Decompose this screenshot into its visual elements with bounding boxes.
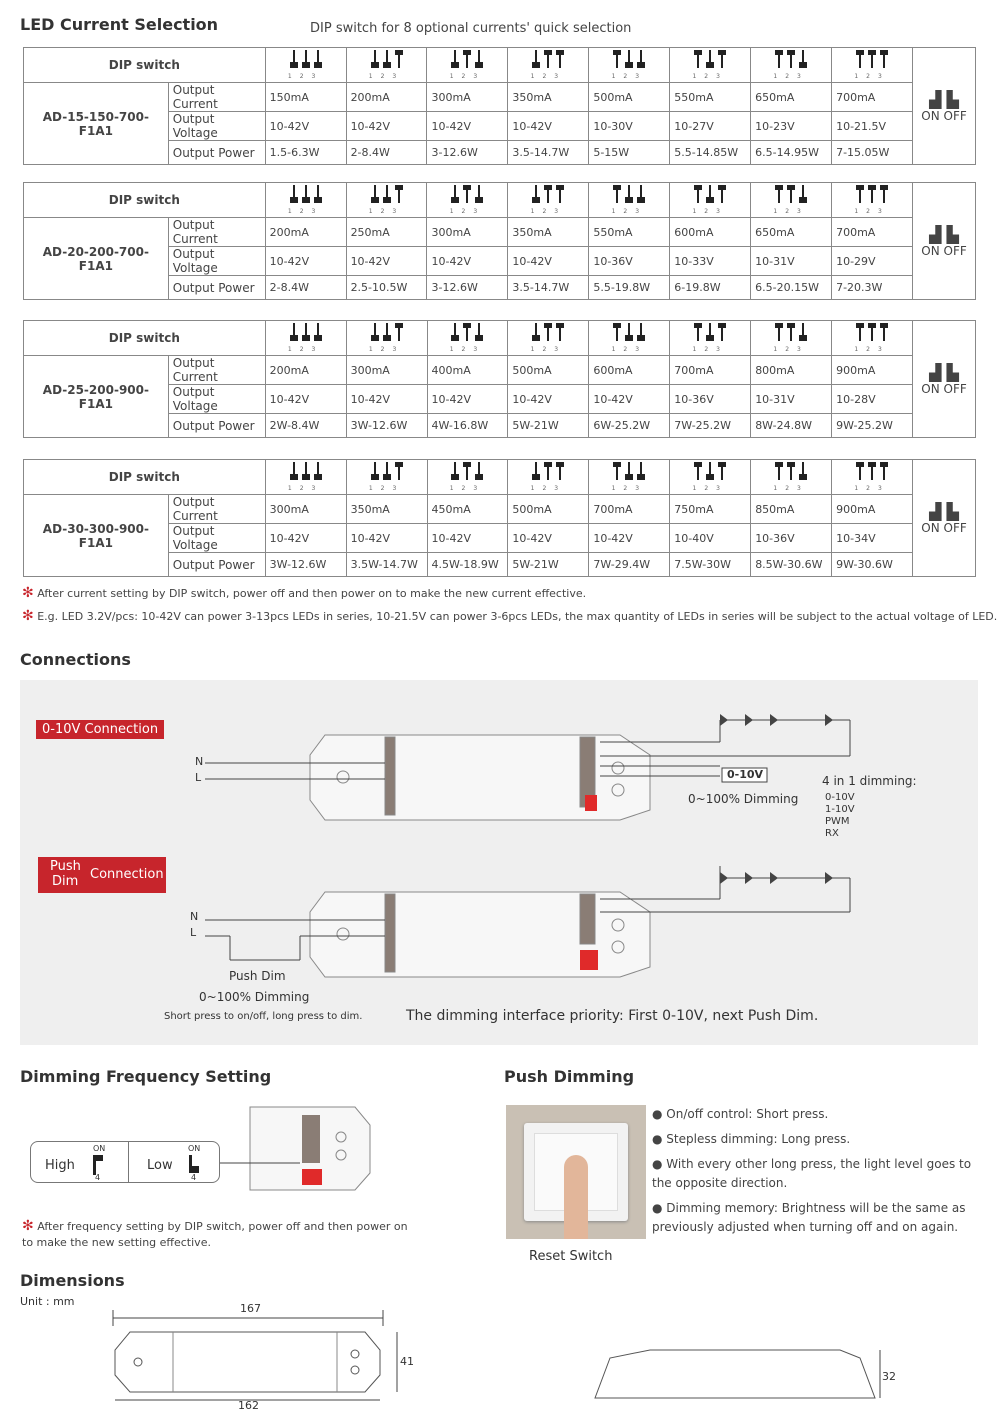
table-cell: 10-42V [427, 524, 508, 553]
table-cell: 2-8.4W [265, 276, 346, 300]
dip-switch-icon: 123 [751, 48, 832, 83]
row-label: Output Power [168, 553, 265, 577]
l-label-top: L [195, 771, 202, 784]
table-cell: 10-42V [427, 112, 508, 141]
table-cell: 7.5W-30W [670, 553, 751, 577]
n-label-top: N [195, 755, 204, 768]
table-cell: 3.5-14.7W [508, 276, 589, 300]
table-cell: 500mA [508, 495, 589, 524]
on-label-high: ON [93, 1144, 106, 1153]
table-cell: 3.5W-14.7W [346, 553, 427, 577]
on-off-legend: ▟ ▙ ON OFF [913, 183, 976, 300]
push-dim-text: Push Dim [229, 969, 286, 983]
n-label-bottom: N [190, 910, 199, 923]
freq-driver [220, 1105, 380, 1200]
table-cell: 10-27V [670, 112, 751, 141]
table-cell: 6-19.8W [670, 276, 751, 300]
table-cell: 7-15.05W [832, 141, 913, 165]
freq-title: Dimming Frequency Setting [20, 1067, 272, 1086]
table-cell: 10-36V [670, 385, 751, 414]
table-cell: 450mA [427, 495, 508, 524]
dip-switch-icon: 123 [265, 460, 346, 495]
asterisk-icon: ✻ [22, 1218, 34, 1234]
low-switch-icon [189, 1155, 199, 1173]
table-cell: 300mA [427, 218, 508, 247]
dip-table [23, 459, 976, 577]
table-cell: 900mA [832, 495, 913, 524]
page-title: LED Current Selection [20, 15, 219, 34]
dip-switch-icon: 123 [751, 460, 832, 495]
dip-switch-icon: 123 [346, 460, 427, 495]
dip-switch-icon: 123 [670, 183, 751, 218]
reset-switch-photo [506, 1105, 646, 1239]
table-cell: 700mA [832, 218, 913, 247]
on-label-low: ON [188, 1144, 201, 1153]
table-cell: 2W-8.4W [265, 414, 346, 438]
table-cell: 3-12.6W [427, 276, 508, 300]
dimensions-title: Dimensions [20, 1271, 125, 1290]
table-cell: 10-31V [751, 385, 832, 414]
table-cell: 7W-25.2W [670, 414, 751, 438]
table-cell: 10-42V [589, 524, 670, 553]
table-cell: 10-31V [751, 247, 832, 276]
dip-switch-icon: 123 [670, 460, 751, 495]
table-cell: 1.5-6.3W [265, 141, 346, 165]
table-cell: 350mA [508, 218, 589, 247]
table-cell: 10-36V [589, 247, 670, 276]
table-cell: 4W-16.8W [427, 414, 508, 438]
freq-note: ✻ After frequency setting by DIP switch, power off and then power on to make the new setting effective. [22, 1218, 408, 1249]
reset-switch-caption: Reset Switch [529, 1249, 613, 1264]
note-2: ✻ E.g. LED 3.2V/pcs: 10-42V can power 3-13pcs LEDs in series, 10-21.5V can power 3-6pcs LEDs, the max quantity of LEDs in series will be subject to the actual voltage of LED. [22, 608, 998, 624]
dip-switch-icon: 123 [427, 460, 508, 495]
table-cell: 850mA [751, 495, 832, 524]
table-cell: 9W-25.2W [832, 414, 913, 438]
dip-switch-icon: 123 [832, 48, 913, 83]
dip-switch-icon: 123 [508, 48, 589, 83]
table-cell: 200mA [265, 356, 346, 385]
table-cell: 10-42V [427, 247, 508, 276]
table-cell: 300mA [346, 356, 427, 385]
push-bullets: ● On/off control: Short press. ● Stepless dimming: Long press. ● With every other long press, the light level goes to the opposite direction. ● Dimming memory: Brightness will be the same as previously adjusted when turning off and on again. [652, 1107, 972, 1234]
table-cell: 200mA [265, 218, 346, 247]
table-cell: 3W-12.6W [265, 553, 346, 577]
dip-table [23, 182, 976, 300]
low-label: Low [147, 1158, 173, 1173]
dip-table [23, 320, 976, 438]
table-cell: 10-42V [346, 385, 427, 414]
table-cell: 10-42V [589, 385, 670, 414]
table-cell: 600mA [670, 218, 751, 247]
dip-switch-icon: 123 [670, 48, 751, 83]
dim-inner: 162 [238, 1399, 259, 1412]
priority-text: The dimming interface priority: First 0-10V, next Push Dim. [406, 1008, 819, 1024]
table-cell: 10-36V [751, 524, 832, 553]
low-num: 4 [191, 1173, 197, 1182]
table-cell: 10-42V [508, 247, 589, 276]
high-num: 4 [95, 1173, 101, 1182]
table-cell: 650mA [751, 218, 832, 247]
page-subtitle: DIP switch for 8 optional currents' quick selection [310, 21, 632, 36]
high-label: High [45, 1158, 75, 1173]
table-cell: 400mA [427, 356, 508, 385]
row-label: Output Power [168, 141, 265, 165]
dip-switch-icon: 123 [346, 48, 427, 83]
dip-switch-icon: 123 [265, 48, 346, 83]
table-cell: 150mA [265, 83, 346, 112]
table-cell: 300mA [427, 83, 508, 112]
dip-switch-icon: 123 [751, 183, 832, 218]
table-cell: 7W-29.4W [589, 553, 670, 577]
dimming-range: 0~100% Dimming [688, 792, 799, 806]
dip-switch-icon: 123 [265, 321, 346, 356]
dip-switch-icon: 123 [346, 321, 427, 356]
dip-switch-icon: 123 [427, 321, 508, 356]
dimming-modes: 0-10V 1-10V PWM RX [825, 792, 855, 839]
driver-bottom [310, 892, 650, 977]
table-cell: 10-23V [751, 112, 832, 141]
dip-header: DIP switch [24, 183, 266, 218]
table-cell: 10-42V [265, 524, 346, 553]
dip-switch-icon: 123 [508, 321, 589, 356]
model-name: AD-30-300-900-F1A1 [24, 495, 169, 577]
table-cell: 10-40V [670, 524, 751, 553]
freq-box [30, 1141, 220, 1183]
table-cell: 700mA [670, 356, 751, 385]
table-cell: 6.5-14.95W [751, 141, 832, 165]
connection-diagram [20, 680, 978, 1045]
dip-switch-icon: 123 [832, 183, 913, 218]
table-cell: 4.5W-18.9W [427, 553, 508, 577]
unit-label: Unit : mm [20, 1295, 75, 1308]
table-cell: 650mA [751, 83, 832, 112]
zero-ten-box: 0-10V [727, 768, 764, 781]
dim-width: 41 [400, 1355, 414, 1368]
table-cell: 10-34V [832, 524, 913, 553]
table-cell: 2.5-10.5W [346, 276, 427, 300]
table-cell: 550mA [670, 83, 751, 112]
table-cell: 8W-24.8W [751, 414, 832, 438]
table-cell: 700mA [832, 83, 913, 112]
dip-switch-icon: 123 [508, 460, 589, 495]
on-off-legend: ▟ ▙ ON OFF [913, 48, 976, 165]
table-cell: 3W-12.6W [346, 414, 427, 438]
dim-length: 167 [240, 1302, 261, 1315]
dip-switch-icon: 123 [589, 321, 670, 356]
on-off-legend: ▟ ▙ ON OFF [913, 321, 976, 438]
table-cell: 350mA [346, 495, 427, 524]
table-cell: 10-42V [427, 385, 508, 414]
dim-height: 32 [882, 1370, 896, 1383]
dip-switch-icon: 123 [589, 183, 670, 218]
dip-header: DIP switch [24, 460, 266, 495]
table-cell: 10-30V [589, 112, 670, 141]
dip-switch-icon: 123 [427, 48, 508, 83]
table-cell: 800mA [751, 356, 832, 385]
row-label: Output Current [168, 495, 265, 524]
push-hint: Short press to on/off, long press to dim. [164, 1011, 363, 1022]
table-cell: 5-15W [589, 141, 670, 165]
dip-switch-icon: 123 [751, 321, 832, 356]
table-cell: 750mA [670, 495, 751, 524]
table-cell: 9W-30.6W [832, 553, 913, 577]
dip-switch-icon: 123 [589, 48, 670, 83]
table-cell: 10-28V [832, 385, 913, 414]
table-cell: 5W-21W [508, 553, 589, 577]
dimension-drawing-top [105, 1300, 415, 1412]
dip-header: DIP switch [24, 321, 266, 356]
table-cell: 6.5-20.15W [751, 276, 832, 300]
four-in-one: 4 in 1 dimming: [822, 774, 917, 788]
row-label: Output Voltage [168, 385, 265, 414]
table-cell: 5.5-19.8W [589, 276, 670, 300]
table-cell: 550mA [589, 218, 670, 247]
table-cell: 10-42V [346, 524, 427, 553]
connections-title: Connections [20, 650, 131, 669]
dip-switch-icon: 123 [265, 183, 346, 218]
dip-switch-icon: 123 [508, 183, 589, 218]
table-cell: 900mA [832, 356, 913, 385]
zero-ten-label: 0-10V Connection [36, 720, 164, 739]
dimension-drawing-side [590, 1340, 890, 1410]
table-cell: 10-42V [508, 385, 589, 414]
table-cell: 600mA [589, 356, 670, 385]
note-1: ✻ After current setting by DIP switch, power off and then power on to make the new current effective. [22, 585, 587, 601]
table-cell: 6W-25.2W [589, 414, 670, 438]
model-name: AD-25-200-900-F1A1 [24, 356, 169, 438]
row-label: Output Voltage [168, 247, 265, 276]
row-label: Output Power [168, 276, 265, 300]
table-cell: 10-42V [346, 247, 427, 276]
row-label: Output Voltage [168, 524, 265, 553]
driver-top [310, 735, 650, 820]
table-cell: 5.5-14.85W [670, 141, 751, 165]
dip-switch-icon: 123 [832, 321, 913, 356]
table-cell: 10-42V [346, 112, 427, 141]
table-cell: 10-42V [265, 247, 346, 276]
table-cell: 3-12.6W [427, 141, 508, 165]
row-label: Output Current [168, 218, 265, 247]
push-range: 0~100% Dimming [199, 990, 310, 1004]
push-title: Push Dimming [504, 1067, 635, 1086]
table-cell: 10-33V [670, 247, 751, 276]
row-label: Output Power [168, 414, 265, 438]
push-dim-label: Push Dim Connection [38, 857, 166, 893]
table-cell: 500mA [508, 356, 589, 385]
dip-switch-icon: 123 [427, 183, 508, 218]
high-switch-icon [93, 1155, 103, 1175]
dip-header: DIP switch [24, 48, 266, 83]
dip-table [23, 47, 976, 165]
asterisk-icon: ✻ [22, 608, 34, 624]
table-cell: 10-42V [265, 112, 346, 141]
row-label: Output Current [168, 356, 265, 385]
dip-switch-icon: 123 [670, 321, 751, 356]
row-label: Output Voltage [168, 112, 265, 141]
table-cell: 10-42V [265, 385, 346, 414]
table-cell: 3.5-14.7W [508, 141, 589, 165]
dip-switch-icon: 123 [832, 460, 913, 495]
dip-switch-icon: 123 [589, 460, 670, 495]
table-cell: 500mA [589, 83, 670, 112]
table-cell: 8.5W-30.6W [751, 553, 832, 577]
row-label: Output Current [168, 83, 265, 112]
l-label-bottom: L [190, 926, 197, 939]
table-cell: 2-8.4W [346, 141, 427, 165]
table-cell: 10-42V [508, 524, 589, 553]
table-cell: 10-21.5V [832, 112, 913, 141]
table-cell: 10-42V [508, 112, 589, 141]
model-name: AD-20-200-700-F1A1 [24, 218, 169, 300]
model-name: AD-15-150-700-F1A1 [24, 83, 169, 165]
table-cell: 200mA [346, 83, 427, 112]
table-cell: 7-20.3W [832, 276, 913, 300]
table-cell: 300mA [265, 495, 346, 524]
dip-switch-icon: 123 [346, 183, 427, 218]
table-cell: 5W-21W [508, 414, 589, 438]
table-cell: 250mA [346, 218, 427, 247]
table-cell: 700mA [589, 495, 670, 524]
on-off-legend: ▟ ▙ ON OFF [913, 460, 976, 577]
asterisk-icon: ✻ [22, 585, 34, 601]
table-cell: 350mA [508, 83, 589, 112]
table-cell: 10-29V [832, 247, 913, 276]
